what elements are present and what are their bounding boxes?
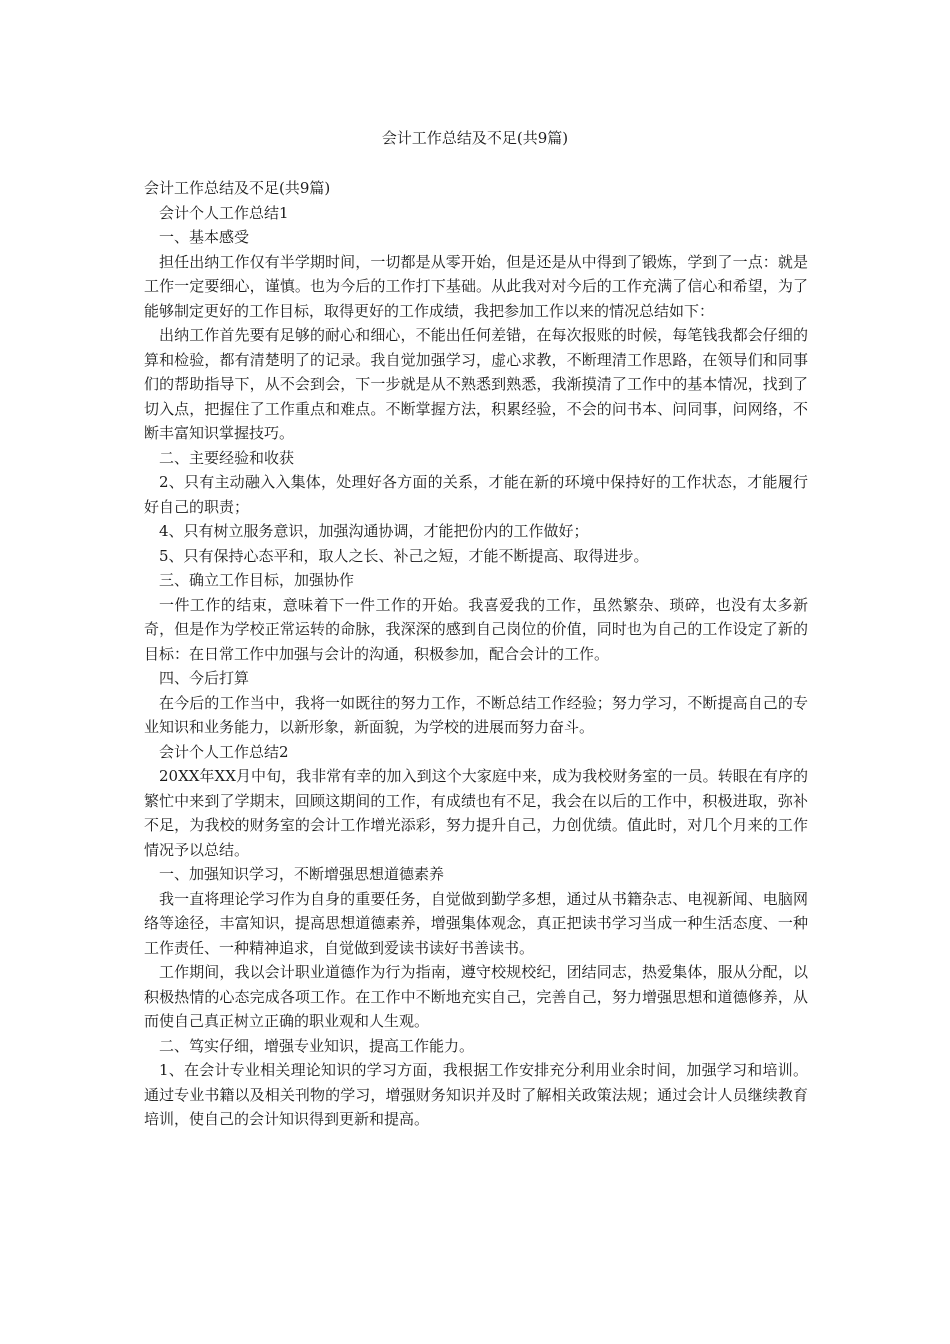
document-title: 会计工作总结及不足(共9篇) bbox=[381, 129, 569, 147]
paragraph: 4、只有树立服务意识，加强沟通协调，才能把份内的工作做好； bbox=[159, 522, 589, 540]
section-heading: 会计个人工作总结1 bbox=[159, 203, 289, 222]
document-subtitle: 会计工作总结及不足(共9篇) bbox=[144, 179, 331, 197]
paragraph: 2、只有主动融入入集体，处理好各方面的关系，才能在新的环境中保持好的工作状态，才能履行好自己的职责； bbox=[144, 473, 808, 516]
paragraph: 出纳工作首先要有足够的耐心和细心，不能出任何差错，在每次报账的时候，每笔钱我都会仔细的算和检验，都有清楚明了的记录。我自觉加强学习，虚心求教，不断理清工作思路，在领导们和同事们的帮助指导下，从不会到会，下一步就是从不熟悉到熟悉，我渐摸清了工作中的基本情况，找到了切入点，把握住了工作重点和难点。不断掌握方法，积累经验，不会的问书本、问同事，问网络，不断丰富知识掌握技巧。 bbox=[144, 326, 808, 442]
paragraph: 1、在会计专业相关理论知识的学习方面，我根据工作安排充分利用业余时间，加强学习和培训。通过专业书籍以及相关刊物的学习，增强财务知识并及时了解相关政策法规；通过会计人员继续教育培训，使自己的会计知识得到更新和提高。 bbox=[144, 1061, 808, 1128]
section-heading: 二、主要经验和收获 bbox=[159, 448, 295, 467]
paragraph: 工作期间，我以会计职业道德作为行为指南，遵守校规校纪，团结同志，热爱集体，服从分配，以积极热情的心态完成各项工作。在工作中不断地充实自己，完善自己，努力增强思想和道德修养，从而使自己真正树立正确的职业观和人生观。 bbox=[144, 963, 808, 1030]
paragraph: 5、只有保持心态平和，取人之长、补己之短，才能不断提高、取得进步。 bbox=[159, 546, 649, 565]
section-heading: 会计个人工作总结2 bbox=[159, 742, 289, 761]
paragraph: 我一直将理论学习作为自身的重要任务，自觉做到勤学多想，通过从书籍杂志、电视新闻、电脑网络等途径，丰富知识，提高思想道德素养，增强集体观念，真正把读书学习当成一种生活态度、一种工作责任、一种精神追求，自觉做到爱读书读好书善读书。 bbox=[144, 889, 808, 957]
paragraph: 一件工作的结束，意味着下一件工作的开始。我喜爱我的工作，虽然繁杂、琐碎，也没有太多新奇，但是作为学校正常运转的命脉，我深深的感到自己岗位的价值，同时也为自己的工作设定了新的目标：在日常工作中加强与会计的沟通，积极参加，配合会计的工作。 bbox=[144, 595, 808, 663]
section-heading: 二、笃实仔细，增强专业知识，提高工作能力。 bbox=[159, 1036, 475, 1055]
section-heading: 一、基本感受 bbox=[159, 228, 250, 246]
paragraph: 担任出纳工作仅有半学期时间，一切都是从零开始，但是还是从中得到了锻炼，学到了一点：就是工作一定要细心，谨慎。也为今后的工作打下基础。从此我对对今后的工作充满了信心和希望，为了能够制定更好的工作目标，取得更好的工作成绩，我把参加工作以来的情况总结如下： bbox=[144, 252, 808, 320]
section-heading: 一、加强知识学习，不断增强思想道德素养 bbox=[159, 865, 445, 883]
paragraph: 在今后的工作当中，我将一如既往的努力工作，不断总结工作经验；努力学习，不断提高自己的专业知识和业务能力，以新形象，新面貌，为学校的进展而努力奋斗。 bbox=[144, 693, 808, 736]
document-body bbox=[144, 176, 808, 1132]
paragraph: 20XX年XX月中旬，我非常有幸的加入到这个大家庭中来，成为我校财务室的一员。转眼在有序的繁忙中来到了学期末，回顾这期间的工作，有成绩也有不足，我会在以后的工作中，积极进取，弥补不足，为我校的财务室的会计工作增光添彩，努力提升自己，力创优绩。值此时，对几个月来的工作情况予以总结。 bbox=[144, 767, 808, 859]
section-heading: 四、今后打算 bbox=[159, 669, 250, 687]
section-heading: 三、确立工作目标，加强协作 bbox=[159, 571, 355, 589]
